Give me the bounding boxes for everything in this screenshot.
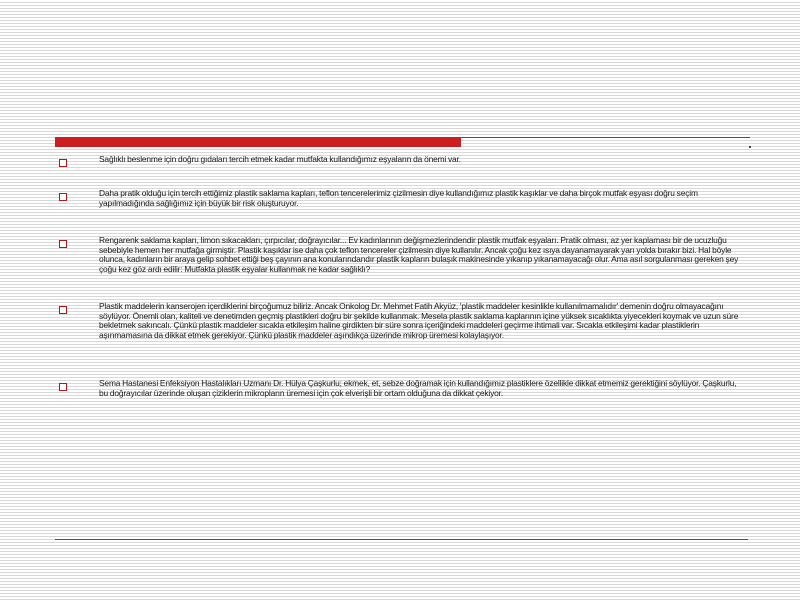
- bullet-text: Rengarenk saklama kapları, limon sıkacakları, çırpıcılar, doğrayıcılar... Ev kadınlarının değişmezlerindendir plastik mutfak eşyaları. Pratik olması, az yer kaplaması bir de ucuzluğu sebebiyle hemen her mutfağa girmiştir. Plastik kaşıklar ise daha çok teflon tencereler çizilmesin diye kullanılır. Ancak çoğu kez ısıya dayanamayarak yarı yolda bırakır bizi. Hal böyle olunca, kadınların bir araya gelip sohbet ettiği beş çayının ana konularındandır plastik kapların bulaşık makinesinde yıkanıp yıkanamayacağı olur. Ama asıl sorgulanması gereken şey çoğu kez göz ardı edilir: Mutfakta plastik eşyalar kullanmak ne kadar sağlıklı?: [99, 235, 739, 275]
- title-accent-bar: [55, 137, 750, 147]
- square-bullet-icon: [59, 240, 67, 248]
- bullet-text: Plastik maddelerin kanserojen içerdiklerini birçoğumuz biliriz. Ancak Onkolog Dr. Mehmet Fatih Akyüz, 'plastik maddeler kesinlikle kullanılmamalıdır' demenin doğru olmayacağını söylüyor. Önemli olan, kaliteli ve denetimden geçmiş plastikleri doğru bir şekilde kullanmak. Mesela plastik saklama kaplarının içine yüksek sıcaklıkta yiyecekleri koymak ve uzun süre bekletmek sakıncalı. Çünkü plastik maddeler sıcakla etkileşim haline girdikten bir süre sonra içeriğindeki maddeleri geçirme ihtimali var. Sıcakla etkileşimi kadar plastiklerin aşınmamasına da dikkat etmek gerekiyor. Çünkü plastik maddeler aşındıkça üzerinde mikrop üremesi kolaylaşıyor.: [99, 301, 739, 341]
- bullet-text: Daha pratik olduğu için tercih ettiğimiz plastik saklama kapları, teflon tencerelerimiz çizilmesin diye kullandığımız plastik kaşıklar ve daha birçok mutfak eşyası doğru seçim yapılmadığında sağlığımız için büyük bir risk oluşturuyor.: [99, 188, 698, 208]
- square-bullet-icon: [59, 306, 67, 314]
- title-accent-bar-red: [55, 137, 461, 147]
- square-bullet-icon: [59, 193, 67, 201]
- bullet-text: Sağlıklı beslenme için doğru gıdaları tercih etmek kadar mutfakta kullandığımız eşyaların da önemi var.: [99, 154, 461, 164]
- bullet-text: Sema Hastanesi Enfeksiyon Hastalıkları Uzmanı Dr. Hülya Çaşkurlu; ekmek, et, sebze doğramak için kullandığımız plastiklere özellikle dikkat etmemiz gerektiğini söylüyor. Çaşkurlu, bu doğrayıcılar üzerinde oluşan çiziklerin mikropların üremesi için çok elverişli bir ortam olduğuna da dikkat çekiyor.: [99, 378, 737, 398]
- square-bullet-icon: [59, 383, 67, 391]
- accent-dot: [749, 146, 751, 148]
- footer-accent-line: [55, 539, 748, 540]
- square-bullet-icon: [59, 159, 67, 167]
- title-accent-line: [461, 137, 750, 138]
